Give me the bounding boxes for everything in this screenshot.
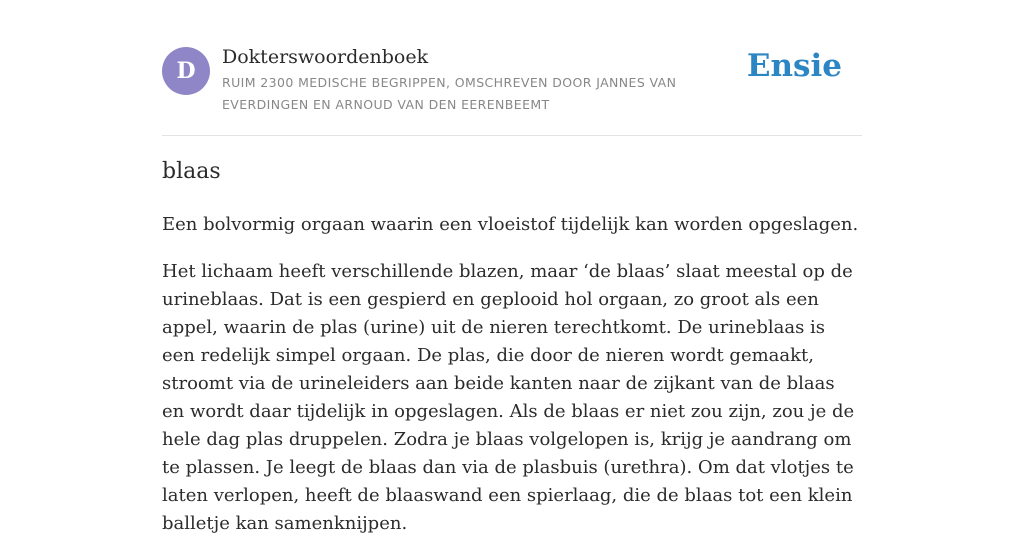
definition-paragraph: Het lichaam heeft verschillende blazen, maar ‘de blaas’ slaat meestal op de urineblaas. Dat is een gespierd en geplooid hol orgaan, zo groot als een appel, waarin de plas (urine) uit de nieren terechtkomt. De urineblaas is een redelijk simpel orgaan. De plas, die door de nieren wordt gemaakt, stroomt via de urineleiders aan beide kanten naar de zijkant van de blaas en wordt daar tijdelijk in opgeslagen. Als de blaas er niet zou zijn, zou je de hele dag plas druppelen. Zodra je blaas volgelopen is, krijg je aandrang om te plassen. Je leegt de blaas dan via de plasbuis (urethra). Om dat vlotjes te laten verlopen, heeft de blaaswand een spierlaag, die de blaas tot een klein balletje kan samenknijpen. xyxy=(162,261,855,534)
dictionary-avatar[interactable]: D xyxy=(162,47,210,95)
header-divider xyxy=(162,135,862,136)
dictionary-title[interactable]: Dokterswoordenboek xyxy=(222,46,429,68)
entry-term: blaas xyxy=(162,159,221,184)
dictionary-header xyxy=(162,44,862,135)
definition-paragraph: Een bolvormig orgaan waarin een vloeistof tijdelijk kan worden opgeslagen. xyxy=(162,214,859,235)
ensie-logo[interactable]: Ensie xyxy=(746,48,842,84)
dictionary-subtitle: RUIM 2300 MEDISCHE BEGRIPPEN, OMSCHREVEN DOOR JANNES VAN EVERDINGEN EN ARNOUD VAN DEN EERENBEEMT xyxy=(222,75,677,112)
entry-definition xyxy=(162,211,862,557)
